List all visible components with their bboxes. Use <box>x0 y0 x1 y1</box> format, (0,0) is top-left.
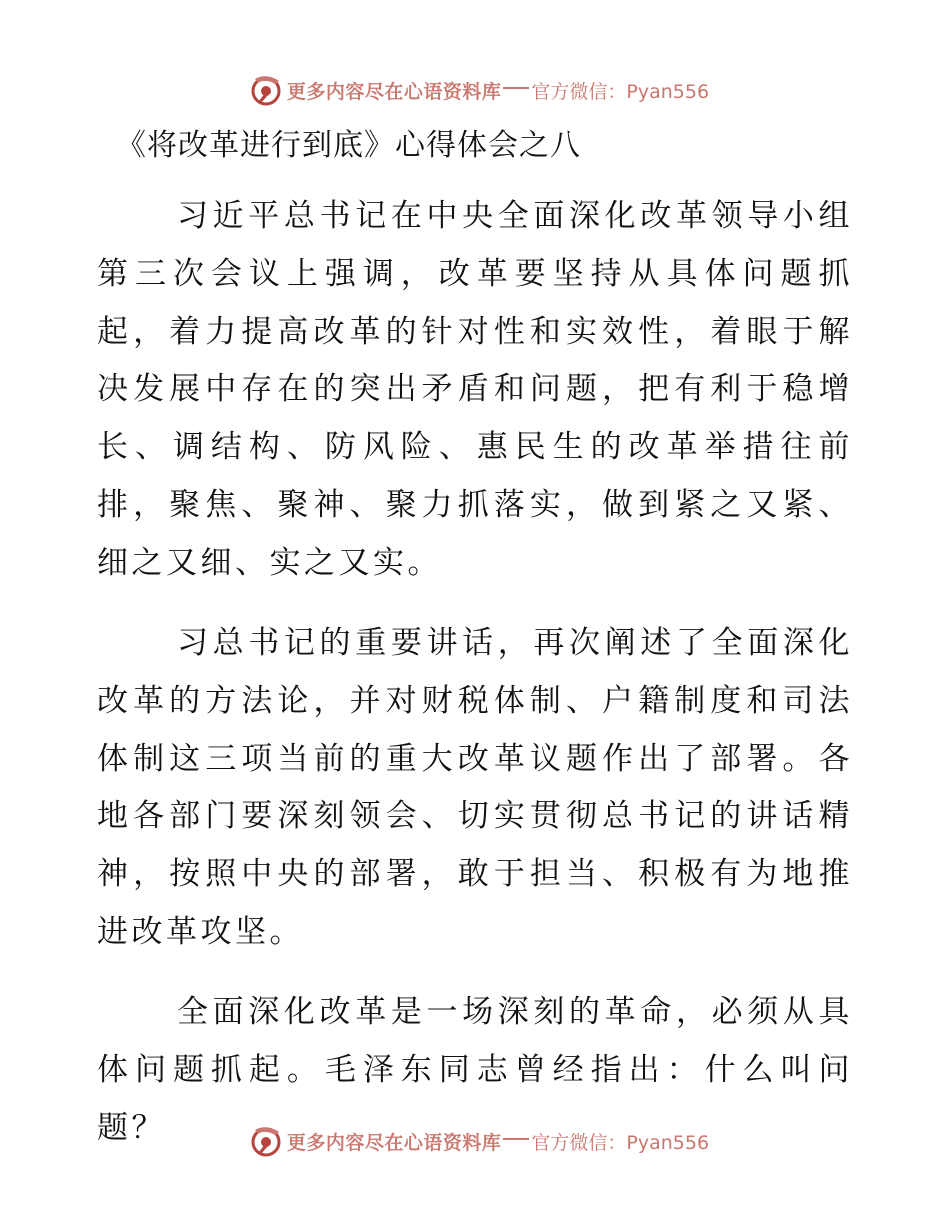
banner-contact: 官方微信：Pyan556 <box>531 1131 710 1154</box>
red-brush-logo-icon <box>249 1124 283 1158</box>
footer-banner-content <box>249 1124 709 1158</box>
paragraph-3: 全面深化改革是一场深刻的革命，必须从具体问题抓起。毛泽东同志曾经指出：什么叫问题？ <box>97 994 853 1146</box>
paragraph-2: 习总书记的重要讲话，再次阐述了全面深化改革的方法论，并对财税体制、户籍制度和司法体制这三项当前的重大改革议题作出了部署。各地各部门要深刻领会、切实贯彻总书记的讲话精神，按照中央的部署，敢于担当、积极有为地推进改革攻坚。 <box>97 625 853 950</box>
banner-contact: 官方微信：Pyan556 <box>531 80 710 103</box>
banner-dash <box>503 1138 529 1140</box>
paragraph-1: 习近平总书记在中央全面深化改革领导小组第三次会议上强调，改革要坚持从具体问题抓起，着力提高改革的针对性和实效性，着眼于解决发展中存在的突出矛盾和问题，把有利于稳增长、调结构、防风险、惠民生的改革举措往前排，聚焦、聚神、聚力抓落实，做到紧之又紧、细之又细、实之又实。 <box>97 198 853 581</box>
header-banner-content <box>249 73 709 107</box>
banner-dash <box>503 87 529 89</box>
footer-banner <box>0 1121 950 1161</box>
banner-text: 更多内容尽在心语资料库 <box>286 1131 502 1154</box>
red-brush-logo-icon <box>249 73 283 107</box>
banner-text: 更多内容尽在心语资料库 <box>286 80 502 103</box>
header-banner <box>0 70 950 110</box>
document-title: 《将改革进行到底》心得体会之八 <box>116 128 581 163</box>
